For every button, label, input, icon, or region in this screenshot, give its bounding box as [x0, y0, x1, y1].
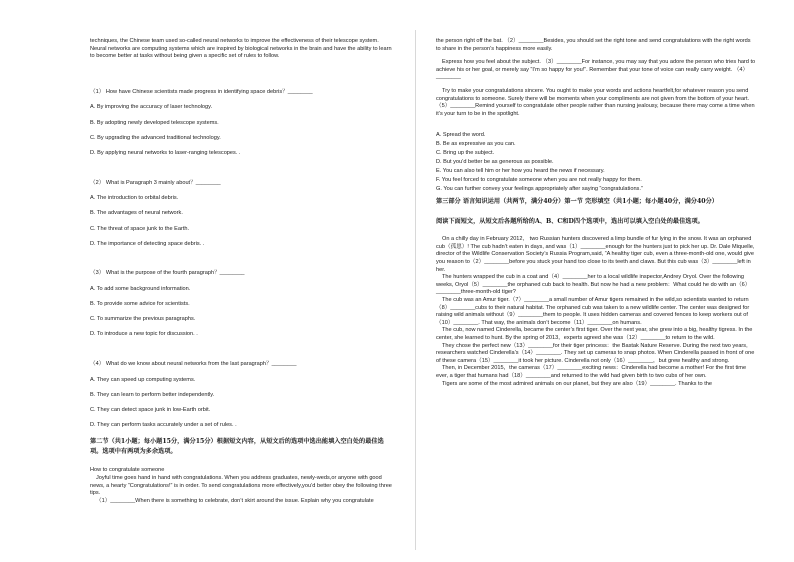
article-paragraph: （1）________When there is something to celebrate, don’t skirt around the issue. Explain why you congratulate [96, 497, 374, 504]
option: A. The introduction to orbital debris. [90, 195, 179, 202]
cloze-paragraph: On a chilly day in February 2012， two Russian hunters discovered a limp bundle of fur lying in the snow. It was an orphaned cub（孤崽）! The cub hadn’t eaten in days, and was（1）________enough for the hunters just to pick her up. Dr. Dale Miquelle, director of the Wildlife Conservation Society’s Russia Program,said, “A healthy tiger cub, even a three-month-old one, would give you reason to（2）________before you stuck your hand too close to its teeth and claws. But this cub was（3）________left in her. [436, 236, 755, 273]
option: A. They can speed up computing systems. [90, 376, 196, 383]
question-stem: （1） How have Chinese scientists made progress in identifying space debris？________ [90, 88, 313, 95]
option: D. By applying neural networks to laser-ranging telescopes. . [90, 149, 241, 156]
option: C. The threat of space junk to the Earth. [90, 225, 190, 232]
choice-item: E. You can also tell him or her how you heard the news if necessary. [436, 167, 605, 174]
question-2 [90, 180, 395, 249]
article-paragraph: the person right off the bat. （2）________Besides, you should set the right tone and send congratulations with the right words to share in the person’s happiness more easily. [436, 38, 751, 52]
question-stem: （2） What is Paragraph 3 mainly about？________ [90, 179, 221, 186]
choice-item: B. Be as expressive as you can. [436, 141, 516, 148]
choice-item: F. You feel forced to congratulate someone when you are not really happy for them. [436, 176, 642, 183]
cloze-paragraph: The hunters wrapped the cub in a coat and（4）________her to a local wildlife inspector,Andrey Oryol. Over the following weeks, Oryol（5）________the orphaned cub back to health. But now he had a new problem：What could he do with an（6）________three-month-old tiger? [436, 274, 751, 296]
option: A. To add some background information. [90, 285, 191, 292]
question-3 [90, 270, 395, 339]
choice-item: G. You can further convey your feelings appropriately after saying “congratulations.” [436, 185, 643, 192]
passage-intro: techniques, the Chinese team used so-called neural networks to improve the effectiveness of their telescope system. Neural networks are computing systems which are inspired by biological networks in the brain and have the ability to learn to become better at tasks without being given a specific set of rules to follow. [90, 38, 392, 60]
cloze-paragraph: They chose the perfect new（13）________for their tiger princess：the Bastak Nature Reserve. During the next two years, researchers watched Cinderella’s（14）________. They set up cameras to snap photos. When Cinderella passed in front of one of these camera（15）________it took her picture. Cinderella not only（16）________，but grew healthy and strong. [436, 342, 755, 364]
option: C. By upgrading the advanced traditional technology. [90, 134, 221, 141]
option: B. The advantages of neural network. [90, 210, 183, 217]
choice-list [436, 132, 756, 193]
choice-item: C. Bring up the subject. [436, 150, 495, 157]
option: B. By adopting newly developed telescope systems. [90, 119, 219, 126]
option: C. To summarize the previous paragraphs. [90, 316, 196, 323]
question-1 [90, 89, 395, 158]
column-divider [415, 30, 416, 550]
article-paragraph: Joyful time goes hand in hand with congratulations. When you address graduates, newly-weds,or anyone with good news, a hearty “Congratulations!” is in order. To send congratulations more effectively,you’d better obey the following three tips. [90, 474, 392, 497]
right-column [436, 38, 756, 388]
article-paragraph: Try to make your congratulations sincere. You ought to make your words and actions heartfelt,for whatever reason you send congratulations to someone. Surely there will be moments when your compliments are not given from the bottom of your heart. （5）________Remind yourself to congratulate other people rather than nursing jealousy, because there may come a time when it’s your turn to be in the spotlight. [436, 87, 755, 117]
section-heading: 第三部分 语言知识运用（共两节，满分40分）第一节 完形填空（共1小题；每小题40分，满分40分） [436, 198, 718, 206]
cloze-paragraph: The cub was an Amur tiger.（7）________a small number of Amur tigers remained in the wild,so scientists wanted to return（8）________cubs to their natural habitat. The orphaned cub was taken to a new wildlife center. The center was designed for raising wild animals without（9）________them to people. It uses hidden cameras and covered fences to keep workers out of（10）________. That way, the animals don’t become（11）________on humans. [436, 297, 750, 326]
left-column [90, 38, 395, 505]
option: B. To provide some advice for scientists. [90, 301, 190, 308]
section-heading: 第二节（共1小题；每小题15分，满分15分）根据短文内容，从短文后的选项中选出能填入空白处的最佳选项。选项中有两项为多余选项。 [90, 438, 384, 456]
option: C. They can detect space junk in low-Earth orbit. [90, 407, 211, 413]
option: B. They can learn to perform better independently. [90, 391, 215, 398]
choice-item: A. Spread the word. [436, 132, 486, 139]
article-paragraph: Express how you feel about the subject. （3）________For instance, you may say that you adore the person who tries hard to achieve his or her goal, or merely say “I’m so happy for you!”. Remember that your tone of voice can really carry weight. （4）________ [436, 59, 756, 81]
option: A. By improving the accuracy of laser technology. [90, 104, 213, 111]
cloze-paragraph: Then, in December 2015，the cameras（17）________exciting news：Cinderella had become a mother! For the first time ever, a tiger that humans had（18）________and returned to the wild had given birth to two cubs of her own. [436, 365, 747, 379]
cloze-paragraph: The cub, now named Cinderella, became the center’s first tiger. Over the next year, she grew into a big, healthy tigress. In the center, she learned to hunt. By the spring of 2013，experts agreed she was（12）________to return to the wild. [436, 327, 753, 341]
question-stem: （4） What do we know about neural networks from the last paragraph？________ [90, 361, 297, 368]
section-instruction: 阅读下面短文，从短文后各题所给的A、B、C和D四个选项中，选出可以填入空白处的最佳选项。 [436, 218, 704, 226]
article-title: How to congratulate someone [90, 467, 165, 474]
choice-item: D. But you’d better be as generous as possible. [436, 159, 554, 166]
question-stem: （3） What is the purpose of the fourth paragraph？________ [90, 270, 245, 277]
question-4 [90, 361, 395, 430]
option: D. To introduce a new topic for discussion. . [90, 331, 198, 338]
cloze-paragraph: Tigers are some of the most admired animals on our planet, but they are also（19）________. Thanks to the [442, 380, 712, 387]
option: D. They can perform tasks accurately under a set of rules. . [90, 422, 237, 429]
option: D. The importance of detecting space debris. . [90, 240, 205, 247]
